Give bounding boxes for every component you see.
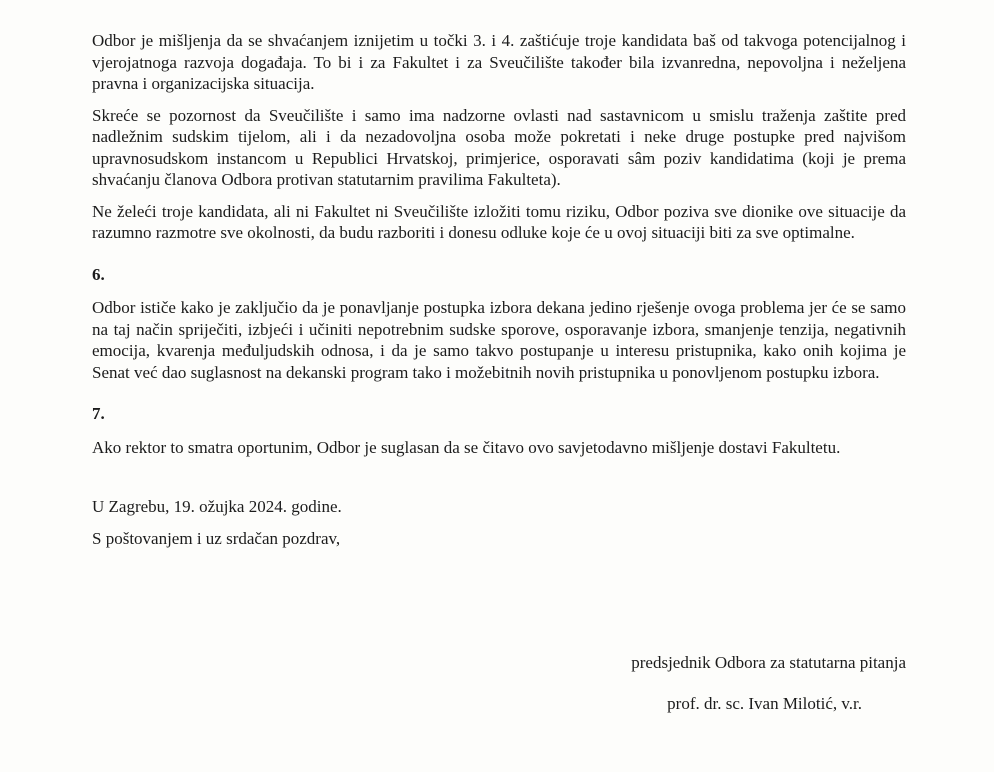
paragraph-ponavljanje-postupka: Odbor ističe kako je zaključio da je ponavljanje postupka izbora dekana jedino rješenje ovoga problema jer će se samo na taj način spriječiti, izbjeći i učiniti nepotrebnim sudske sporove, osporavanje izbora, smanjenje tenzija, negativnih emocija, kvarenja međuljudskih odnosa, i da je samo takvo postupanje u interesu pristupnika, kako onih kojima je Senat već dao suglasnost na dekanski program tako i možebitnih novih pristupnika u ponovljenom postupku izbora. — [92, 298, 906, 382]
paragraph-dostava-fakultetu: Ako rektor to smatra oportunim, Odbor je suglasan da se čitavo ovo savjetodavno mišljenje dostavi Fakultetu. — [92, 437, 841, 457]
section-number-7: 7. — [92, 404, 105, 423]
closing-greeting: S poštovanjem i uz srdačan pozdrav, — [92, 528, 341, 548]
paragraph-nadzorne-ovlasti: Skreće se pozornost da Sveučilište i samo ima nadzorne ovlasti nad sastavnicom u smislu traženja zaštite pred nadležnim sudskim tijelom, ali i da nezadovoljna osoba može pokretati i neke druge postupke pred najvišom upravnosudskom instancom u Republici Hrvatskoj, primjerice, osporavati sâm poziv kandidatima (koji je prema shvaćanju članova Odbora protivan statutarnim pravilima Fakulteta). — [92, 105, 906, 189]
signature-title: predsjednik Odbora za statutarna pitanja — [631, 653, 906, 672]
section-number-6: 6. — [92, 264, 105, 284]
paragraph-poziv-dionicima: Ne želeći troje kandidata, ali ni Fakultet ni Sveučilište izložiti tomu riziku, Odbor poziva sve dionike ove situacije da razumno razmotre sve okolnosti, da budu razboriti i donesu odluke koje će u ovoj situaciji biti za sve optimalne. — [92, 201, 906, 242]
place-and-date: U Zagrebu, 19. ožujka 2024. godine. — [92, 497, 342, 516]
paragraph-odbor-misljenje: Odbor je mišljenja da se shvaćanjem iznijetim u točki 3. i 4. zaštićuje troje kandidata baš od takvoga potencijalnog i vjerojatnoga razvoja događaja. To bi i za Fakultet i za Sveučilište također bila izvanredna, nepovoljna i neželjena pravna i organizacijska situacija. — [92, 31, 906, 93]
signature-name: prof. dr. sc. Ivan Milotić, v.r. — [667, 694, 862, 713]
